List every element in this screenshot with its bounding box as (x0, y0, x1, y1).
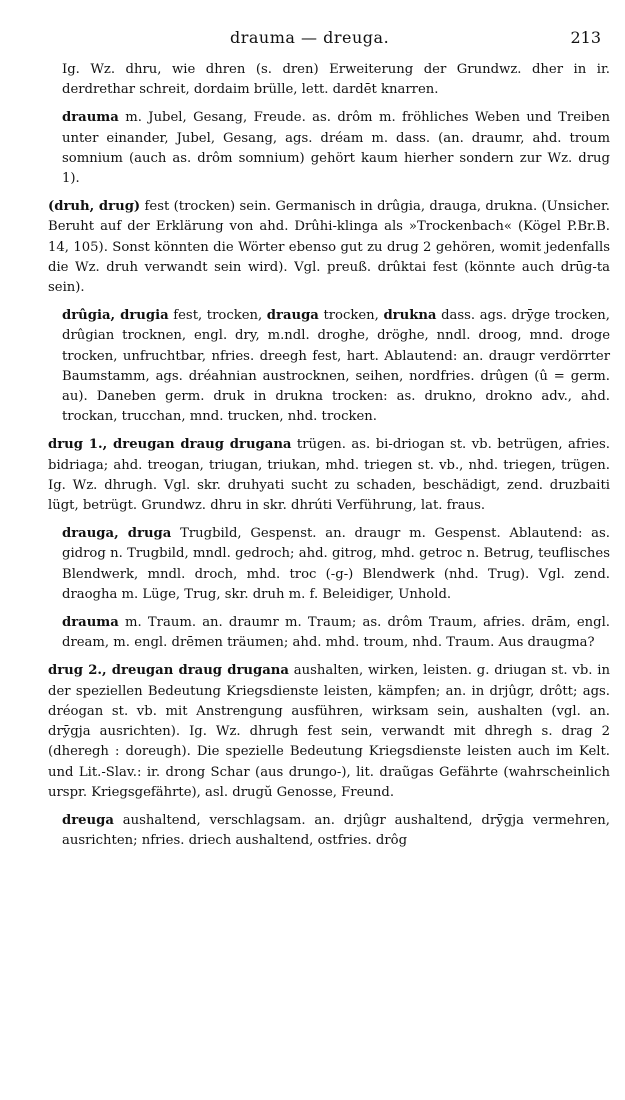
entry-druh-drug (48, 197, 610, 298)
entry-drug-1 (48, 435, 610, 516)
entry-headword: dreuga (62, 812, 114, 828)
entry-drauma-traum (62, 613, 610, 653)
entry-text: m. Traum. an. draumr m. Traum; as. drôm Traum, afries. drām, engl. dream, m. engl. drēmen träumen; ahd. mhd. troum, nhd. Traum. Aus draugma? (62, 615, 610, 651)
entry-drug-2 (48, 661, 610, 802)
intro-paragraph (62, 60, 610, 100)
running-title: drauma — dreuga. (230, 28, 390, 47)
entry-headword: drug 2., dreugan draug drugana (48, 663, 289, 679)
entry-headword: drauga, druga (62, 526, 172, 542)
entry-headword: drauma (62, 615, 119, 631)
page-number: 213 (570, 28, 601, 47)
entry-text: fest, trocken, (168, 308, 267, 324)
entry-headword: drug 1., dreugan draug drugana (48, 437, 292, 453)
entry-headword: drûgia, drugia (62, 308, 169, 324)
entry-headword-2: drauga (266, 308, 319, 324)
entry-text: m. Jubel, Gesang, Freude. as. drôm m. fröhliches Weben und Treiben unter einander, Jubel, Gesang, ags. dréam m. dass. (an. draumr, ahd. troum somnium (auch as. drôm somnium) gehört kaum hierher sondern zur Wz. drug 1). (62, 110, 610, 187)
entry-drauga-druga (62, 524, 610, 605)
entry-drugia (62, 306, 610, 427)
entry-text-2: trocken, (318, 308, 384, 324)
entry-headword-3: drukna (383, 308, 437, 324)
entry-text-3: dass. ags. drȳge trocken, drûgian trocknen, engl. dry, m.ndl. droghe, dröghe, nndl. droog, mnd. droge trocken, unfruchtbar, nfries. dreegh fest, hart. Ablautend: an. draugr verdörrter Baumstamm, ags. dréahnian austrocknen, seihen, nordfries. drûgen (û = germ. au). Daneben germ. druk in drukna trocken: as. drukno, drokno adv., ahd. trockan, trucchan, mnd. trucken, nhd. trocken. (62, 308, 610, 425)
entry-text: trügen. as. bi-driogan st. vb. betrügen, afries. bidriaga; ahd. treogan, triugan, triukan, mhd. triegen st. vb., nhd. triegen, trügen. Ig. Wz. dhrugh. Vgl. skr. druhyati sucht zu schaden, beschädigt, zend. druzbaiti lügt, betrügt. Grundwz. dhru in skr. dhrúti Verführung, lat. fraus. (48, 437, 611, 514)
entry-text: fest (trocken) sein. Germanisch in drûgia, drauga, drukna. (Unsicher. Beruht auf der Erklärung von ahd. Drûhi-klinga als »Trockenbach« (Kögel P.Br.B. 14, 105). Sonst könnten die Wörter ebenso gut zu drug 2 gehören, womit jedenfalls die Wz. druh verwandt sein wird). Vgl. preuß. drûktai fest (könnte auch drūg-ta sein). (48, 199, 610, 296)
entry-text: aushalten, wirken, leisten. g. driugan st. vb. in der speziellen Bedeutung Kriegsdienste leisten, kämpfen; an. in drjûgr, drôtt; ags. dréogan st. vb. mit Anstrengung ausführen, wirksam sein, aushalten (vgl. an. drȳgja ausrichten). Ig. Wz. dhrugh fest sein, verwandt mit dhregh s. drag 2 (dheregh : doreugh). Die spezielle Bedeutung Kriegsdienste leisten auch im Kelt. und Lit.-Slav.: ir. drong Schar (aus drungo-), lit. draũgas Gefährte (wahrscheinlich urspr. Kriegsgefährte), asl. drugŭ Genosse, Freund. (48, 663, 610, 800)
entry-dreuga (62, 811, 610, 851)
intro-text: Ig. Wz. dhru, wie dhren (s. dren) Erweiterung der Grundwz. dher in ir. derdrethar schreit, dordaim brülle, lett. dardēt knarren. (62, 62, 610, 98)
entry-text: aushaltend, verschlagsam. an. drjûgr aushaltend, drȳgja vermehren, ausrichten; nfries. driech aushaltend, ostfries. drôg (62, 812, 610, 849)
entry-text: Trugbild, Gespenst. an. draugr m. Gespenst. Ablautend: as. gidrog n. Trugbild, mndl. gedroch; ahd. gitrog, mhd. getroc n. Betrug, teuflisches Blendwerk, mndl. droch, mhd. troc (-g-) Blendwerk (nhd. Trug). Vgl. zend. draogha m. Lüge, Trug, skr. druh m. f. Beleidiger, Unhold. (62, 526, 610, 602)
page-body (48, 60, 611, 851)
entry-headword: drauma (62, 110, 119, 126)
page-header (60, 20, 609, 46)
entry-headword: (druh, drug) (48, 199, 141, 215)
entry-drauma-jubel (62, 108, 610, 189)
